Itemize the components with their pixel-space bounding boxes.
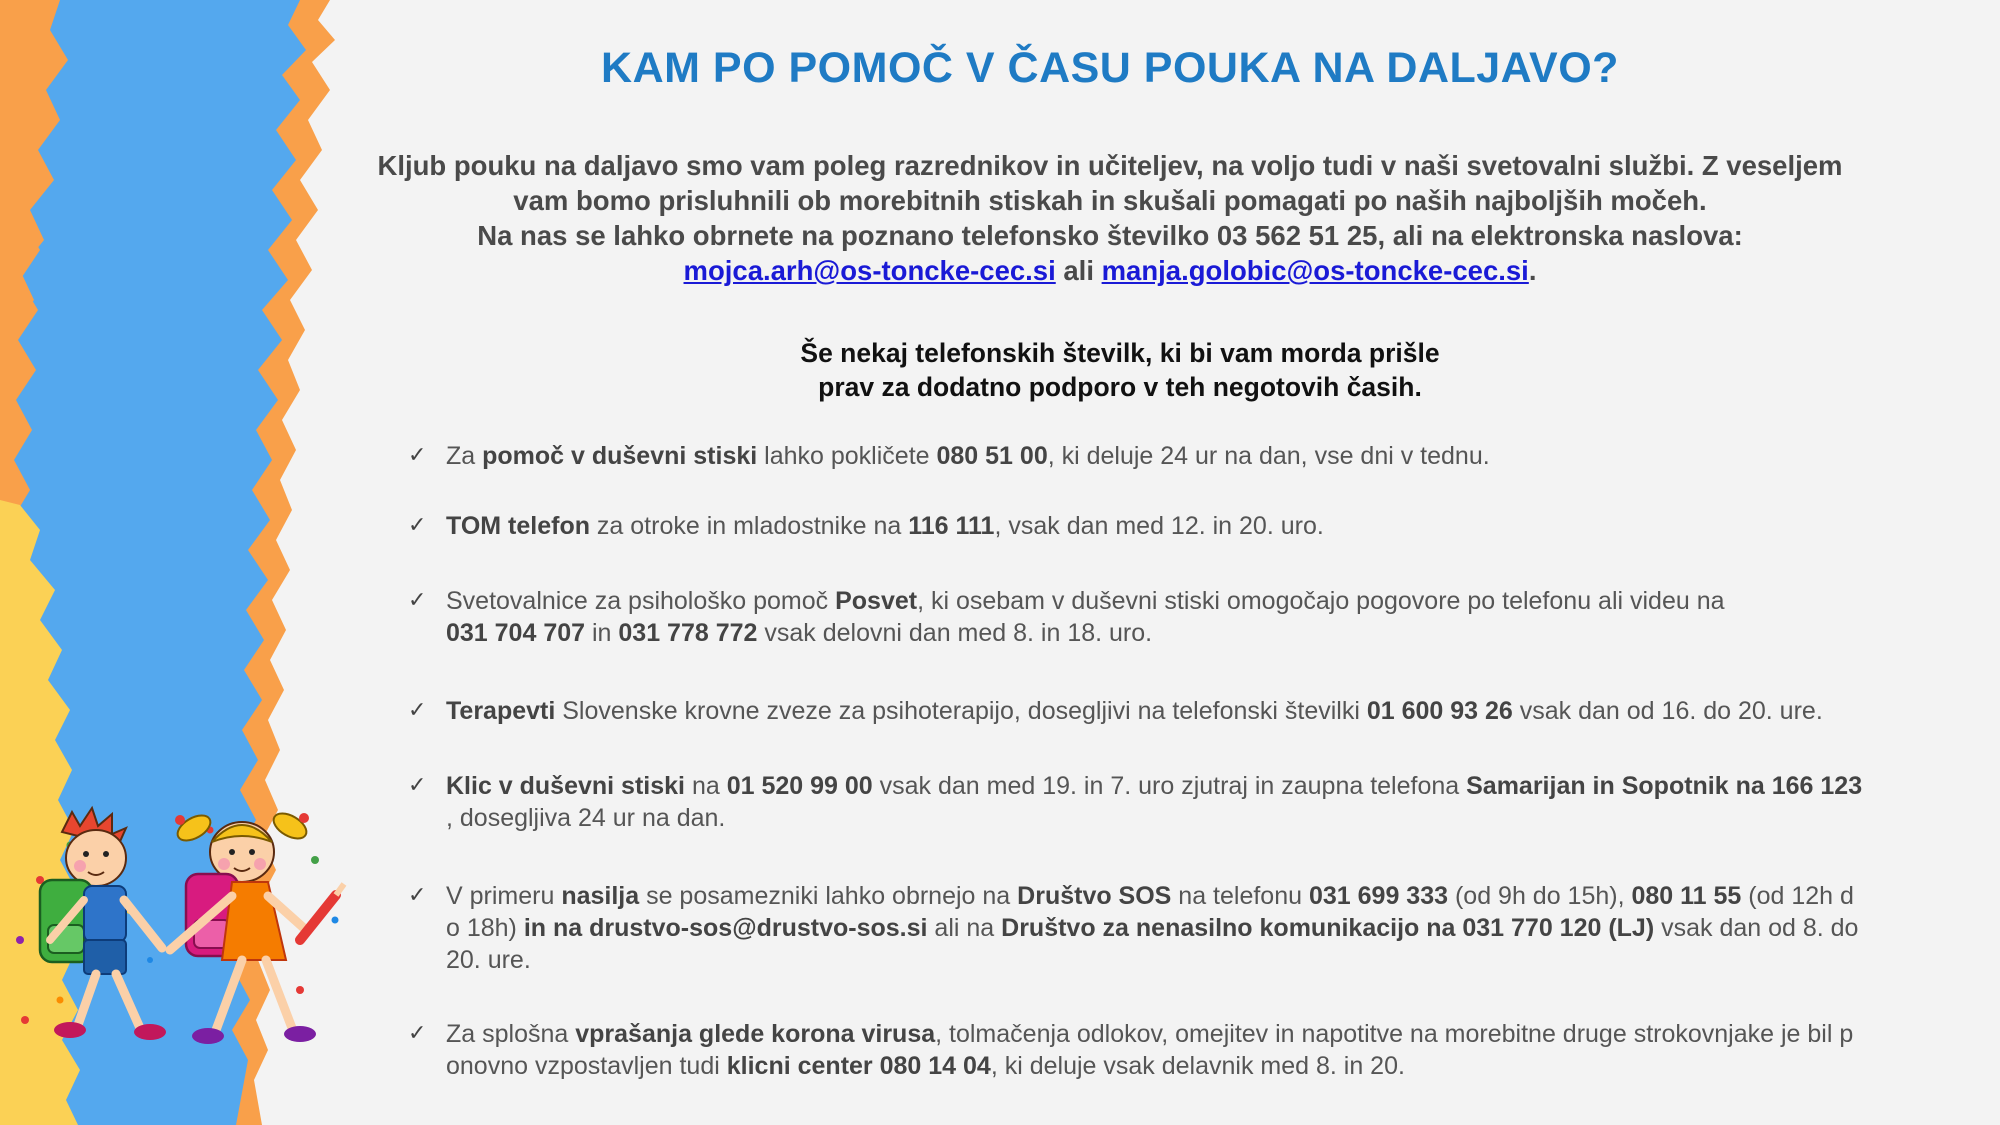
text-segment: , ki deluje vsak delavnik med 8. in 20. xyxy=(990,1052,1405,1080)
email-link-mojca[interactable]: mojca.arh@os-toncke-cec.si xyxy=(683,255,1056,286)
highlighted-text: Terapevti xyxy=(446,697,556,725)
text-segment: , ki deluje 24 ur na dan, vse dni v tednu. xyxy=(1047,442,1490,470)
text-segment: vsak delovni dan med 8. in 18. uro. xyxy=(757,619,1153,647)
help-line-text xyxy=(446,770,1948,834)
text-segment: (od 12h d xyxy=(1741,882,1854,910)
phone-numbers-heading-line-1: Še nekaj telefonskih številk, ki bi vam morda prišle xyxy=(800,338,1440,368)
text-segment: Slovenske krovne zveze za psihoterapijo, dosegljivi na telefonski številki xyxy=(555,697,1367,725)
highlighted-text: 031 704 707 xyxy=(446,619,586,647)
highlighted-text: nasilja xyxy=(561,882,640,910)
text-segment: vsak dan od 16. do 20. ure. xyxy=(1512,697,1823,725)
checkmark-icon: ✓ xyxy=(408,443,427,468)
text-segment: se posamezniki lahko obrnejo na xyxy=(639,882,1018,910)
help-line-item xyxy=(408,585,1948,649)
text-segment: Za xyxy=(446,442,483,470)
text-segment: onovno vzpostavljen tudi xyxy=(446,1052,727,1080)
help-line-text xyxy=(446,880,1948,976)
help-line-text xyxy=(446,585,1948,649)
highlighted-text: Društvo SOS xyxy=(1017,882,1172,910)
highlighted-text: 080 51 00 xyxy=(936,442,1048,470)
highlighted-text: Samarijan in Sopotnik na 166 123 xyxy=(1466,772,1863,800)
highlighted-text: 01 520 99 00 xyxy=(726,772,873,800)
text-segment: , vsak dan med 12. in 20. uro. xyxy=(994,512,1324,540)
text-segment: Za splošna xyxy=(446,1020,576,1048)
help-line-item xyxy=(408,510,1948,542)
text-segment: o 18h) xyxy=(446,914,524,942)
phone-numbers-heading xyxy=(600,336,1640,404)
highlighted-text: Društvo za nenasilno komunikacijo na 031 770 120 (LJ) xyxy=(1001,914,1655,942)
page-title: KAM PO POMOČ V ČASU POUKA NA DALJAVO? xyxy=(601,44,1619,92)
help-line-item xyxy=(408,880,1948,976)
phone-numbers-heading-line-2: prav za dodatno podporo v teh negotovih časih. xyxy=(818,372,1422,402)
help-line-item xyxy=(408,440,1948,472)
checkmark-icon: ✓ xyxy=(408,773,427,798)
intro-paragraph xyxy=(360,148,1860,288)
intro-line-1: Kljub pouku na daljavo smo vam poleg razrednikov in učiteljev, na voljo tudi v naši svetovalni službi. Z veseljem xyxy=(377,150,1843,181)
checkmark-icon: ✓ xyxy=(408,588,427,613)
email-link-manja[interactable]: manja.golobic@os-toncke-cec.si xyxy=(1101,255,1529,286)
help-line-item xyxy=(408,695,1948,727)
intro-email-line xyxy=(360,253,1860,288)
highlighted-text: Posvet xyxy=(835,587,918,615)
text-segment: vsak dan med 19. in 7. uro zjutraj in zaupna telefona xyxy=(872,772,1467,800)
highlighted-text: Klic v duševni stiski xyxy=(446,772,685,800)
checkmark-icon: ✓ xyxy=(408,513,427,538)
text-segment: , dosegljiva 24 ur na dan. xyxy=(446,804,726,832)
text-segment: na telefonu xyxy=(1171,882,1309,910)
intro-line-3: Na nas se lahko obrnete na poznano telefonsko številko 03 562 51 25, ali na elektronska naslova: xyxy=(477,220,1743,251)
help-line-text xyxy=(446,510,1948,542)
text-segment: in xyxy=(585,619,619,647)
text-segment: Svetovalnice za psihološko pomoč xyxy=(446,587,836,615)
highlighted-text: 031 778 772 xyxy=(618,619,758,647)
checkmark-icon: ✓ xyxy=(408,698,427,723)
email-line-period: . xyxy=(1528,255,1537,286)
highlighted-text: 080 11 55 xyxy=(1631,882,1742,910)
checkmark-icon: ✓ xyxy=(408,1021,427,1046)
text-segment: V primeru xyxy=(446,882,562,910)
highlighted-text: TOM telefon xyxy=(446,512,590,540)
text-segment: vsak dan od 8. do xyxy=(1654,914,1859,942)
help-line-item xyxy=(408,1018,1948,1082)
help-line-text xyxy=(446,1018,1948,1082)
decorative-paint-border xyxy=(0,0,360,1125)
highlighted-text: 116 111 xyxy=(908,512,995,540)
highlighted-text: in na drustvo-sos@drustvo-sos.si xyxy=(523,914,928,942)
text-segment: 20. ure. xyxy=(446,946,531,974)
highlighted-text: klicni center 080 14 04 xyxy=(726,1052,991,1080)
intro-line-2: vam bomo prisluhnili ob morebitnih stiskah in skušali pomagati po naših najboljših močeh. xyxy=(513,185,1707,216)
text-segment: ali na xyxy=(927,914,1002,942)
text-segment: na xyxy=(685,772,727,800)
highlighted-text: 031 699 333 xyxy=(1308,882,1449,910)
text-segment: (od 9h do 15h), xyxy=(1448,882,1632,910)
highlighted-text: 01 600 93 26 xyxy=(1366,697,1513,725)
help-line-text xyxy=(446,695,1948,727)
checkmark-icon: ✓ xyxy=(408,883,427,908)
highlighted-text: vprašanja glede korona virusa xyxy=(575,1020,936,1048)
highlighted-text: pomoč v duševni stiski xyxy=(482,442,758,470)
text-segment: lahko pokličete xyxy=(757,442,937,470)
text-segment: za otroke in mladostnike na xyxy=(589,512,909,540)
text-segment: , ki osebam v duševni stiski omogočajo pogovore po telefonu ali videu na xyxy=(917,587,1725,615)
help-line-text xyxy=(446,440,1948,472)
help-line-item xyxy=(408,770,1948,834)
email-separator: ali xyxy=(1055,255,1102,286)
text-segment: , tolmačenja odlokov, omejitev in napotitve na morebitne druge strokovnjake je bil p xyxy=(935,1020,1854,1048)
